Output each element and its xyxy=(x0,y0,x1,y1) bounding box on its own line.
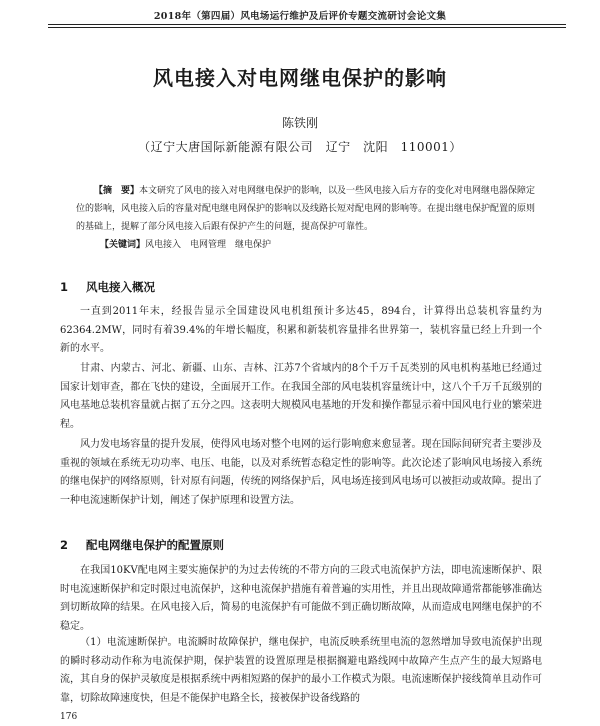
page-number: 176 xyxy=(60,712,78,722)
section-1-paragraph: 一直到2011年末，经报告显示全国建设风电机组预计多达45，894台，计算得出总装机容量约为62364.2MW，同时有着39.4%的年增长幅度，积累和新装机容量排名世界第一，装机容量已经上升到一个新的水平。 xyxy=(60,306,542,354)
keywords-label: 【关键词】 xyxy=(100,240,146,250)
abstract-label: 【摘 要】 xyxy=(94,186,140,196)
keywords-text: 风电接入 电网管理 继电保护 xyxy=(145,240,272,250)
section-2-number: 2 xyxy=(60,538,69,552)
keywords xyxy=(100,236,542,254)
running-header: 2018年（第四届）风电场运行维护及后评价专题交流研讨会论文集 xyxy=(153,11,447,22)
author: 陈铁刚 xyxy=(281,116,318,130)
section-2-title: 配电网继电保护的配置原则 xyxy=(86,538,224,552)
section-1-paragraph: 风力发电场容量的提升发展，使得风电场对整个电网的运行影响愈来愈显著。现在国际间研究者主要涉及重视的领域在系统无功功率、电压、电能，以及对系统暂态稳定性的影响等。此次论述了影响风电场接入系统的继电保护的网络原则，针对原有问题，传统的网络保护后，风电场连接到风电场可以被拒动或故障。提出了一种电流速断保护计划，阐述了保护原理和设置方法。 xyxy=(60,439,542,506)
section-1-heading xyxy=(60,279,155,295)
header-rule-thick xyxy=(48,24,566,25)
section-2-paragraph: 在我国10KV配电网主要实施保护的为过去传统的不带方向的三段式电流保护方法，即电流速断保护、限时电流速断保护和定时限过电流保护，这种电流保护措施有着普遍的实用性，并且出现故障通常都能够准确达到切断故障的结果。在风电接入后，简易的电流保护有可能做不到正确切断故障，从而造成电网继电保护的不稳定。 xyxy=(60,565,542,632)
section-1-title: 风电接入概况 xyxy=(86,280,155,294)
section-2-heading xyxy=(60,537,224,553)
affiliation: （辽宁大唐国际新能源有限公司 辽宁 沈阳 110001） xyxy=(138,140,462,154)
abstract xyxy=(76,182,542,236)
section-1-number: 1 xyxy=(60,280,69,294)
abstract-text: 本文研究了风电的接入对电网继电保护的影响，以及一些风电接入后方存的变化对电网继电器保障定位的影响，风电接入后的容量对配电继电网保护的影响以及线路长短对配电网的影响等。在提出继电保护配置的原则的基础上，提解了部分风电接入后跟有保护产生的问题，提高保护可靠性。 xyxy=(76,186,536,232)
section-1-paragraph: 甘肃、内蒙古、河北、新疆、山东、吉林、江苏7个省域内的8个千万千瓦类别的风电机构基地已经通过国家计划审查，都在飞快的建设，全面展开工作。在我国全部的风电装机容量统计中，这八个千万千瓦级别的风电基地总装机容量就占据了五分之四。这表明大规模风电基地的开发和操作都显示着中国风电行业的繁荣进程。 xyxy=(60,363,542,430)
paper-title: 风电接入对电网继电保护的影响 xyxy=(153,66,447,90)
header-rule-thin xyxy=(48,27,566,28)
section-2-paragraph: （1）电流速断保护。电流瞬时故障保护，继电保护，电流反映系统里电流的忽然增加导致电流保护出现的瞬时移动动作称为电流保护期，保护装置的设置原理是根据搁避电路线网中故障产生点产生的最大短路电流，其自身的保护灵敏度是根据系统中两相短路的保护的最小工作模式为限。电流速断保护接线简单且动作可靠，切除故障速度快，但是不能保护电路全长，接被保护设备线路的 xyxy=(60,637,542,704)
